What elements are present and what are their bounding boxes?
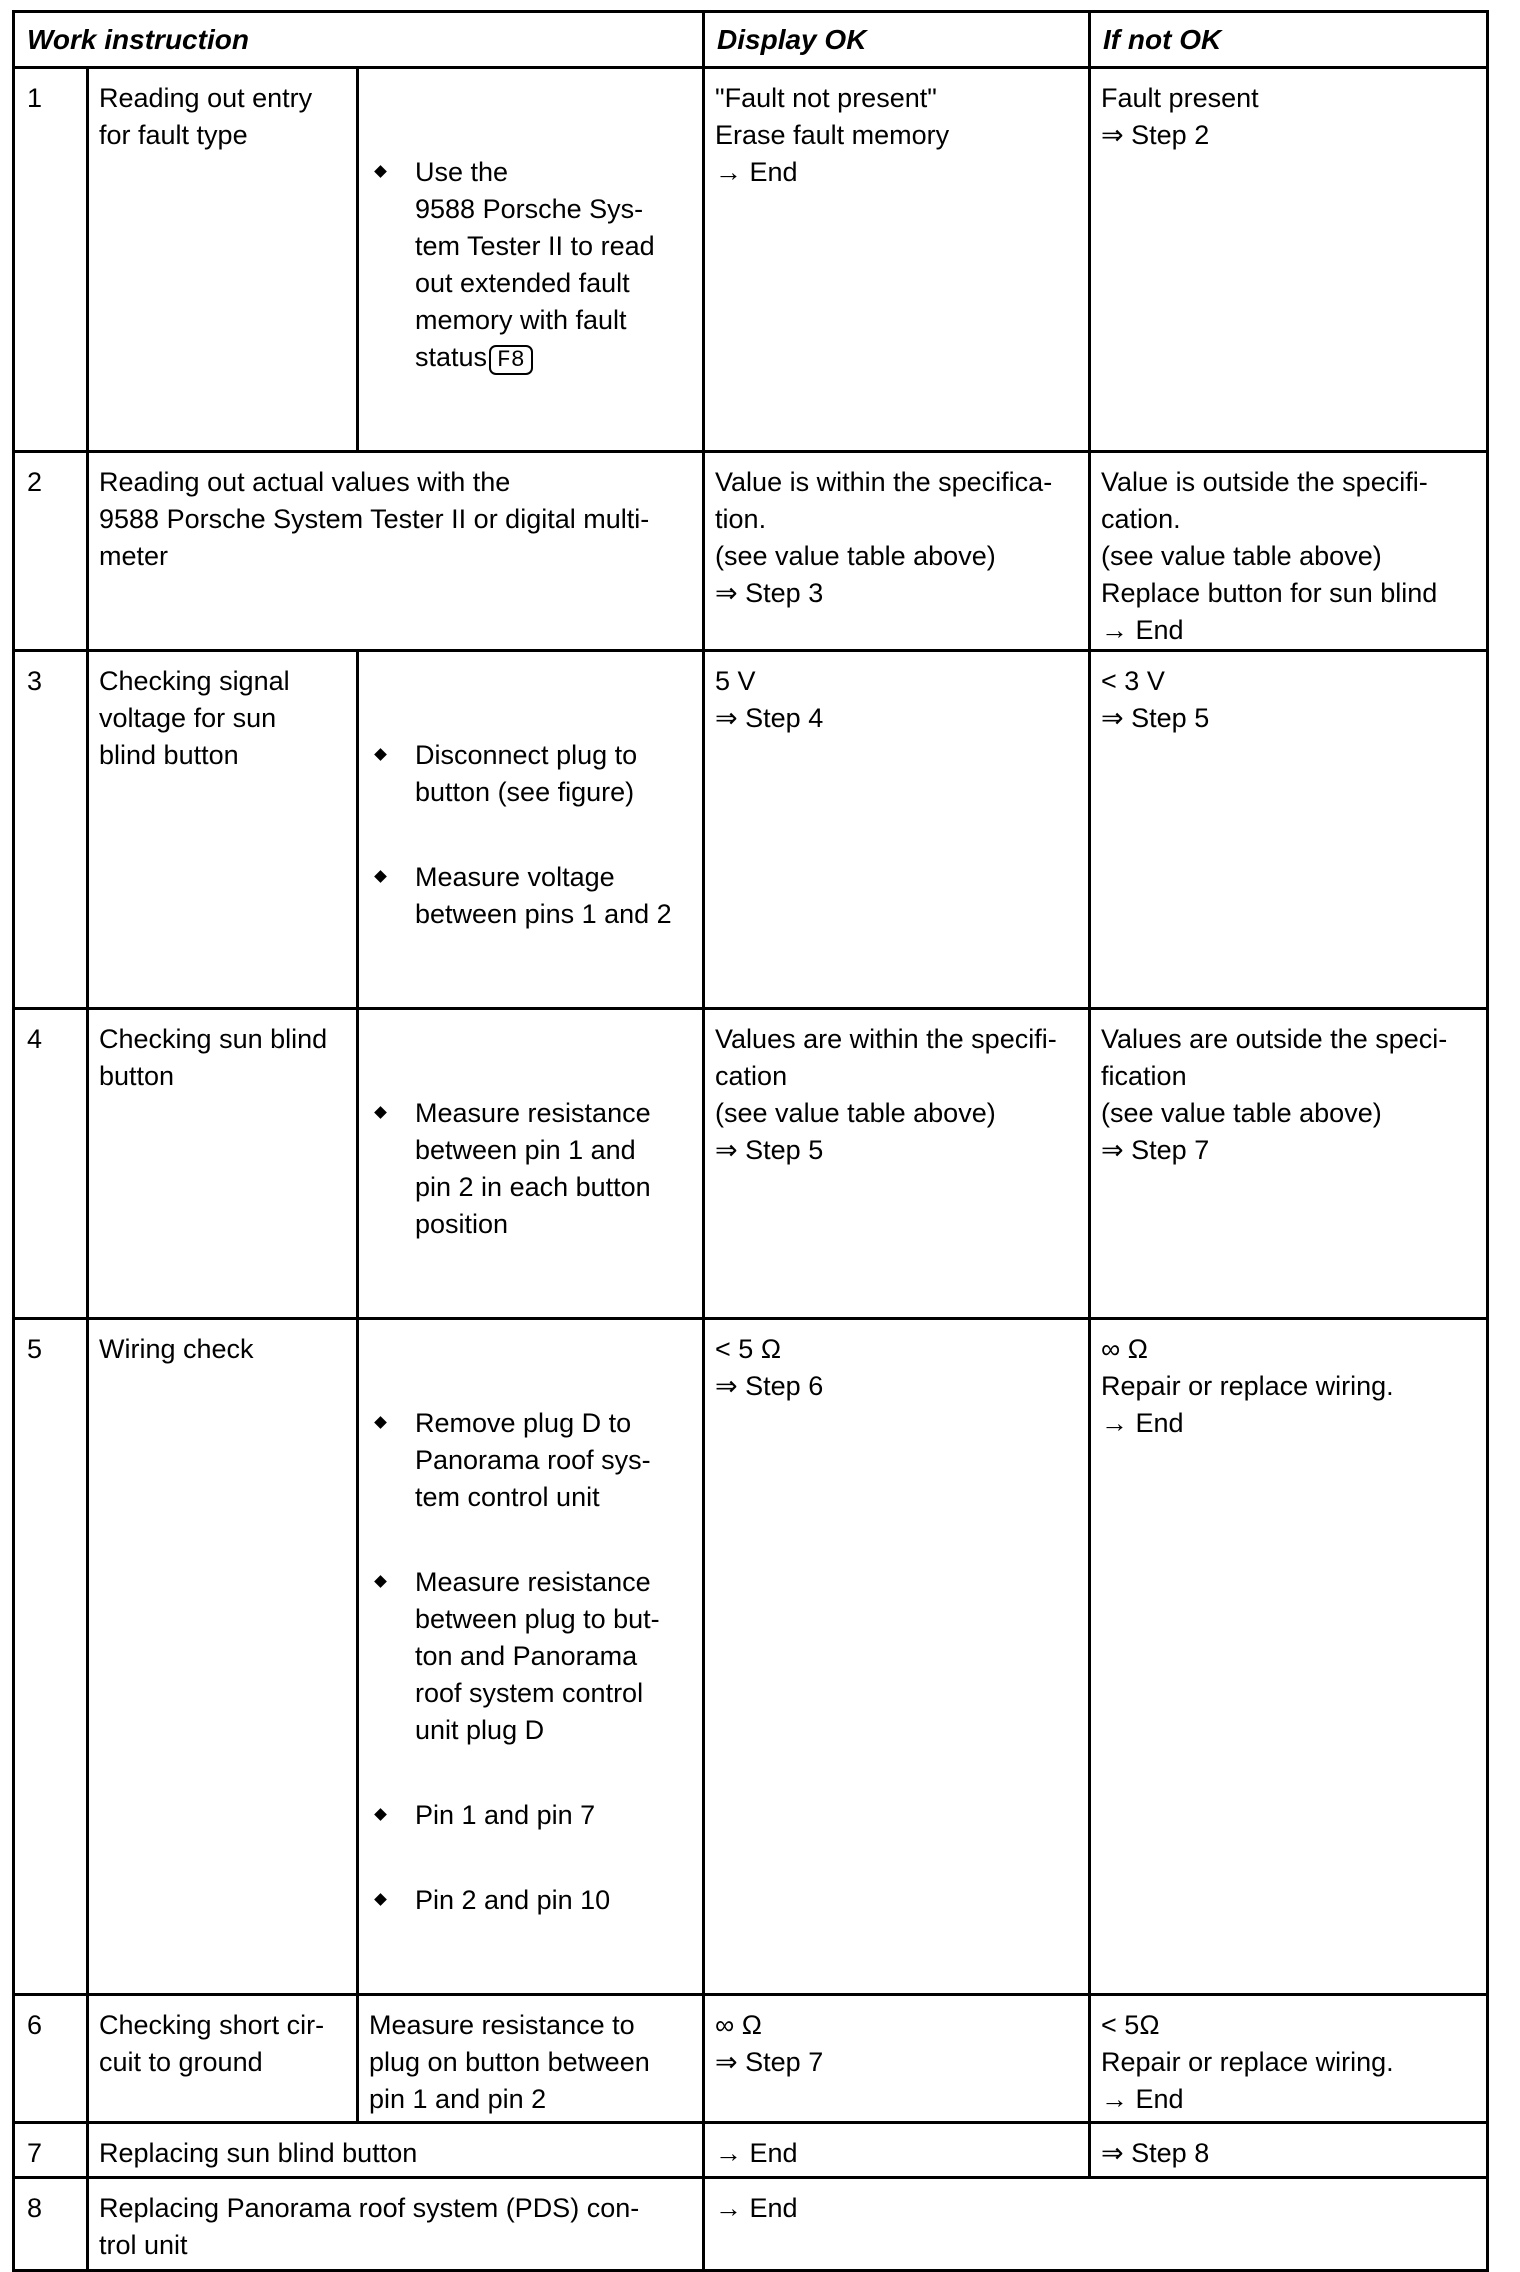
if-not-ok-cell: ∞ Ω Repair or replace wiring. → End	[1090, 1319, 1488, 1995]
bullet-diamond-icon	[374, 1416, 387, 1429]
f8-key-icon: F8	[489, 345, 533, 375]
display-ok-cell: Value is within the specifica- tion. (see value table above) ⇒ Step 3	[704, 452, 1090, 651]
header-row	[14, 12, 1488, 68]
if-not-ok-cell: Fault present ⇒ Step 2	[1090, 68, 1488, 452]
instruction-text: Measure resistance between plug to but- ton and Panorama roof system control unit plug D	[415, 1567, 660, 1745]
header-display-ok: Display OK	[704, 12, 1090, 68]
work-instruction-table	[12, 10, 1489, 2272]
instruction-text: Remove plug D to Panorama roof sys- tem control unit	[415, 1408, 651, 1512]
bullet-diamond-icon	[374, 1106, 387, 1119]
instruction-text: Use the 9588 Porsche Sys- tem Tester II to read out extended fault memory with fault status	[415, 157, 655, 372]
step-number: 2	[14, 452, 88, 651]
step-title: Checking sun blind button	[88, 1009, 358, 1319]
bullet-diamond-icon	[374, 748, 387, 761]
display-ok-cell: "Fault not present" Erase fault memory → End	[704, 68, 1090, 452]
instruction-item	[369, 1882, 692, 1919]
instruction-text: Pin 2 and pin 10	[415, 1885, 611, 1915]
if-not-ok-cell: Values are outside the speci- fication (see value table above) ⇒ Step 7	[1090, 1009, 1488, 1319]
step-instructions	[358, 1319, 704, 1995]
bullet-diamond-icon	[374, 870, 387, 883]
instruction-text: Disconnect plug to button (see figure)	[415, 740, 638, 807]
step-instructions	[358, 68, 704, 452]
bullet-diamond-icon	[374, 1893, 387, 1906]
instruction-item	[369, 154, 692, 376]
header-if-not-ok: If not OK	[1090, 12, 1488, 68]
instruction-item	[369, 1095, 692, 1243]
bullet-diamond-icon	[374, 1808, 387, 1821]
if-not-ok-cell: ⇒ Step 8	[1090, 2123, 1488, 2178]
step-number: 4	[14, 1009, 88, 1319]
step-title: Wiring check	[88, 1319, 358, 1995]
step-number: 6	[14, 1995, 88, 2123]
step-title: Replacing Panorama roof system (PDS) con- trol unit	[88, 2178, 704, 2271]
display-ok-cell: Values are within the specifi- cation (see value table above) ⇒ Step 5	[704, 1009, 1090, 1319]
step-instructions	[358, 651, 704, 1009]
instruction-item	[369, 1564, 692, 1749]
step-title: Checking signal voltage for sun blind button	[88, 651, 358, 1009]
bullet-diamond-icon	[374, 1575, 387, 1588]
table-row	[14, 651, 1488, 1009]
display-ok-cell: ∞ Ω ⇒ Step 7	[704, 1995, 1090, 2123]
bullet-diamond-icon	[374, 165, 387, 178]
display-ok-cell: → End	[704, 2123, 1090, 2178]
table-row	[14, 2178, 1488, 2271]
instruction-text: Measure voltage between pins 1 and 2	[415, 862, 672, 929]
step-title: Reading out actual values with the 9588 Porsche System Tester II or digital multi- meter	[88, 452, 704, 651]
instruction-text: Pin 1 and pin 7	[415, 1800, 596, 1830]
step-number: 1	[14, 68, 88, 452]
step-number: 8	[14, 2178, 88, 2271]
step-number: 7	[14, 2123, 88, 2178]
step-title: Replacing sun blind button	[88, 2123, 704, 2178]
table-row	[14, 1319, 1488, 1995]
step-instructions: Measure resistance to plug on button between pin 1 and pin 2	[358, 1995, 704, 2123]
instruction-item	[369, 1797, 692, 1834]
table-row	[14, 1009, 1488, 1319]
step-number: 3	[14, 651, 88, 1009]
display-ok-cell: < 5 Ω ⇒ Step 6	[704, 1319, 1090, 1995]
if-not-ok-cell: Value is outside the specifi- cation. (see value table above) Replace button for sun blind → End	[1090, 452, 1488, 651]
display-ok-cell: → End	[704, 2178, 1488, 2271]
table-row	[14, 68, 1488, 452]
step-instructions	[358, 1009, 704, 1319]
instruction-item	[369, 737, 692, 811]
instruction-item	[369, 1405, 692, 1516]
if-not-ok-cell: < 5Ω Repair or replace wiring. → End	[1090, 1995, 1488, 2123]
table-row	[14, 1995, 1488, 2123]
instruction-item	[369, 859, 692, 933]
step-title: Checking short cir- cuit to ground	[88, 1995, 358, 2123]
header-work-instruction: Work instruction	[14, 12, 704, 68]
table-row	[14, 2123, 1488, 2178]
if-not-ok-cell: < 3 V ⇒ Step 5	[1090, 651, 1488, 1009]
display-ok-cell: 5 V ⇒ Step 4	[704, 651, 1090, 1009]
table-row	[14, 452, 1488, 651]
step-number: 5	[14, 1319, 88, 1995]
step-title: Reading out entry for fault type	[88, 68, 358, 452]
instruction-text: Measure resistance between pin 1 and pin 2 in each button position	[415, 1098, 651, 1239]
